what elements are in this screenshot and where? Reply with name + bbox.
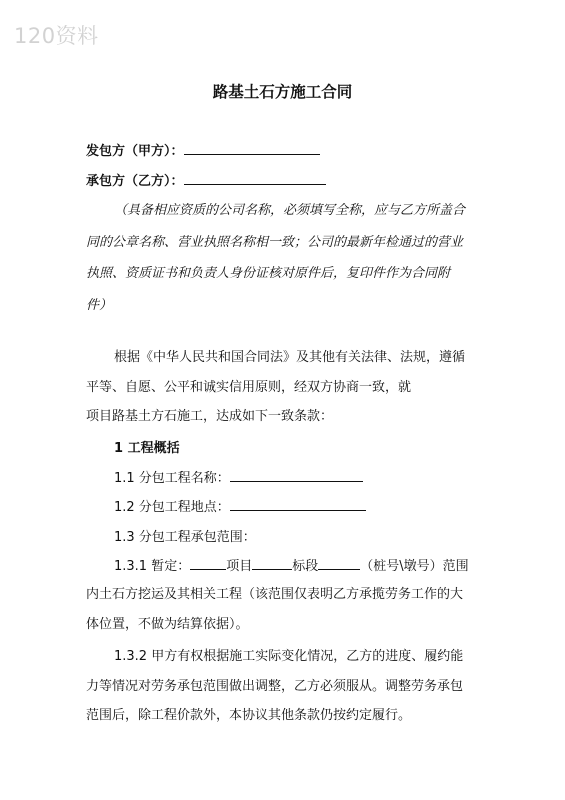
party-b-blank[interactable]	[184, 170, 326, 185]
section-blank[interactable]	[252, 555, 292, 570]
item-1-3-2	[86, 642, 486, 731]
note-line: 同的公章名称、营业执照名称相一致；公司的最新年检通过的营业	[86, 234, 464, 250]
intro-line: 平等、自愿、公平和诚实信用原则，经双方协商一致，就	[86, 379, 412, 395]
item-1-2	[114, 496, 366, 515]
item-1-3-1-line3: 体位置，不做为结算依据）。	[86, 616, 249, 632]
item-1-3-2-line: 范围后，除工程价款外，本协议其他条款仍按约定履行。	[86, 708, 412, 723]
watermark: 120资料	[14, 24, 99, 48]
item-1-1-label: 1.1 分包工程名称：	[114, 471, 230, 486]
contract-title: 路基土石方施工合同	[212, 83, 353, 101]
item-1-3-1-section: 标段	[292, 559, 319, 574]
party-note	[86, 195, 486, 321]
note-line: 执照、资质证书和负责人身份证核对原件后，复印件作为合同附	[86, 266, 451, 281]
intro-line: 项目路基土方石施工，达成如下一致条款：	[86, 409, 334, 424]
intro-paragraph	[86, 343, 486, 432]
party-a-label: 发包方（甲方）：	[86, 144, 184, 159]
section-1-heading: 1 工程概括	[114, 441, 180, 456]
station-blank[interactable]	[318, 555, 360, 570]
party-b-label: 承包方（乙方）：	[86, 174, 184, 189]
note-line: （具备相应资质的公司名称，必须填写全称，应与乙方所盖合	[114, 203, 466, 218]
item-1-3: 1.3 分包工程承包范围：	[114, 530, 256, 545]
party-a-blank[interactable]	[184, 140, 320, 155]
item-1-2-label: 1.2 分包工程地点：	[114, 500, 230, 515]
item-1-3-1-prefix: 1.3.1 暂定：	[114, 559, 191, 574]
item-1-1	[114, 467, 363, 486]
project-location-blank[interactable]	[230, 496, 366, 511]
project-blank[interactable]	[190, 555, 226, 570]
intro-line: 根据《中华人民共和国合同法》及其他有关法律、法规，遵循	[114, 350, 466, 365]
item-1-3-1-continued	[86, 580, 486, 639]
party-b-line	[86, 170, 326, 189]
item-1-3-1-line1	[114, 555, 469, 574]
party-a-line	[86, 140, 320, 159]
item-1-3-2-line: 1.3.2 甲方有权根据施工实际变化情况，乙方的进度、履约能	[114, 649, 464, 664]
item-1-3-2-line: 力等情况对劳务承包范围做出调整，乙方必须服从。调整劳务承包	[86, 678, 464, 694]
item-1-3-1-station: （桩号\墩号）范围	[360, 559, 469, 574]
project-name-blank[interactable]	[230, 467, 363, 482]
item-1-3-1-line2: 内土石方挖运及其相关工程（该范围仅表明乙方承揽劳务工作的大	[86, 587, 464, 602]
note-line: 件）	[86, 297, 113, 313]
item-1-3-1-project: 项目	[226, 559, 253, 574]
